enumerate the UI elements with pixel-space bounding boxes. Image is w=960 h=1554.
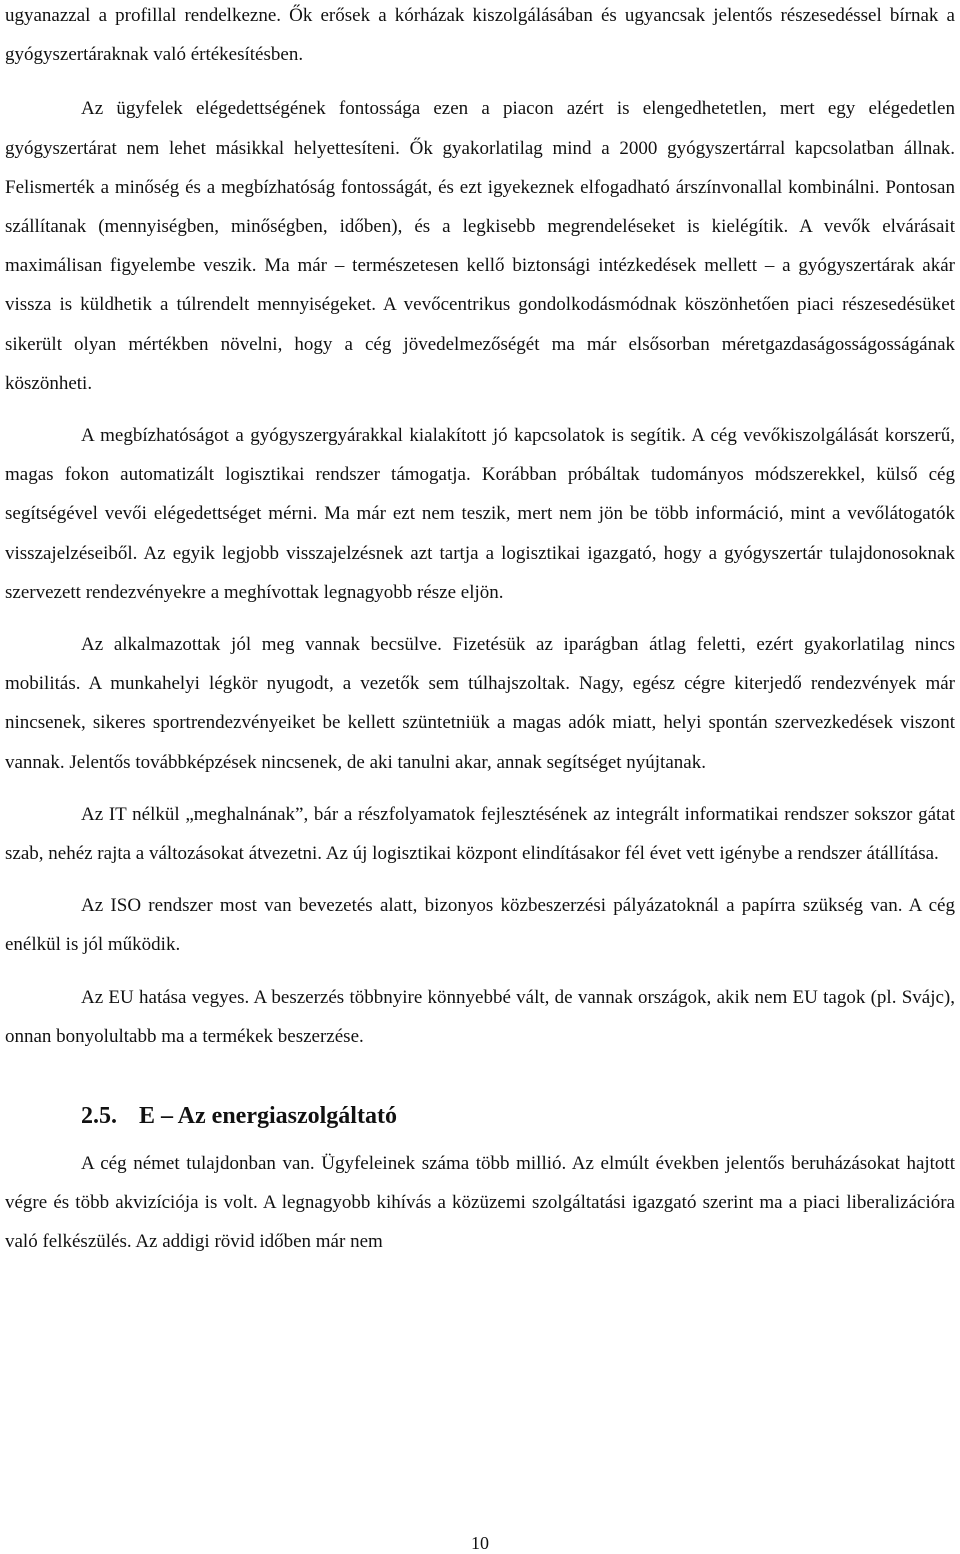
paragraph-employees: Az alkalmazottak jól meg vannak becsülve. Fizetésük az iparágban átlag feletti, ezért gyakorlatilag nincs mobilitás. A munkahelyi légkör nyugodt, a vezetők sem túlhajszoltak. Nagy, egész cégre kiterjedő rendezvények már nincsenek, sikeres sportrendezvényeiket be kellett szüntetniük a magas adók miatt, helyi spontán szervezkedések viszont vannak. Jelentős továbbképzések nincsenek, de aki tanulni akar, annak segítséget nyújtanak. xyxy=(5,634,955,773)
section-title: E – Az energiaszolgáltató xyxy=(139,1103,397,1130)
section-number: 2.5. xyxy=(81,1103,117,1130)
paragraph-it: Az IT nélkül „meghalnának”, bár a részfolyamatok fejlesztésének az integrált informatikai rendszer sokszor gátat szab, nehéz rajta a változásokat átvezetni. Az új logisztikai központ elindításakor fél évet vett igénybe a rendszer átállítása. xyxy=(5,803,955,865)
paragraph-eu: Az EU hatása vegyes. A beszerzés többnyire könnyebbé vált, de vannak országok, akik nem EU tagok (pl. Svájc), onnan bonyolultabb ma a termékek beszerzése. xyxy=(5,986,955,1047)
paragraph-continuation: ugyanazzal a profillal rendelkezne. Ők erősek a kórházak kiszolgálásában és ugyancsak jelentős részesedéssel bírnak a gyógyszertáraknak való értékesítésben. xyxy=(5,5,955,66)
page-number: 10 xyxy=(471,1533,489,1553)
section-heading xyxy=(81,1096,955,1136)
paragraph-iso: Az ISO rendszer most van bevezetés alatt, bizonyos közbeszerzési pályázatoknál a papírra szükség van. A cég enélkül is jól működik. xyxy=(5,895,955,956)
paragraph-customer-satisfaction: Az ügyfelek elégedettségének fontossága ezen a piacon azért is elengedhetetlen, mert egy elégedetlen gyógyszertárat nem lehet másikkal helyettesíteni. Ők gyakorlatilag mind a 2000 gyógyszertárral kapcsolatban állnak. Felismerték a minőség és a megbízhatóság fontosságát, és ezt igyekeznek elfogadható árszínvonallal kombinálni. Pontosan szállítanak (mennyiségben, minőségben, időben), és a legkisebb megrendeléseket is kielégítik. A vevők elvárásait maximálisan figyelembe veszik. Ma már – természetesen kellő biztonsági intézkedések mellett – a gyógyszertárak akár vissza is küldhetik a túlrendelt mennyiségeket. A vevőcentrikus gondolkodásmódnak köszönhetően piaci részesedésüket sikerült olyan mértékben növelni, hogy a cég jövedelmezőségét ma már elsősorban méretgazdaságosságosságának köszönheti. xyxy=(5,98,955,394)
document-page xyxy=(5,0,955,1262)
paragraph-energy-provider: A cég német tulajdonban van. Ügyfeleinek száma több millió. Az elmúlt években jelentős beruházásokat hajtott végre és több akvizíciója is volt. A legnagyobb kihívás a közüzemi szolgáltatási igazgató szerint ma a piaci liberalizációra való felkészülés. Az addigi rövid időben már nem xyxy=(5,1153,955,1253)
paragraph-reliability: A megbízhatóságot a gyógyszergyárakkal kialakított jó kapcsolatok is segítik. A cég vevőkiszolgálását korszerű, magas fokon automatizált logisztikai rendszer támogatja. Korábban próbáltak tudományos módszerekkel, külső cég segítségével vevői elégedettséget mérni. Ma már ezt nem teszik, mert nem jön be több információ, mint a vevőlátogatók visszajelzéseiből. Az egyik legjobb visszajelzésnek azt tartja a logisztikai igazgató, hogy a gyógyszertár tulajdonosoknak szervezett rendezvényekre a meghívottak legnagyobb része eljön. xyxy=(5,425,955,603)
